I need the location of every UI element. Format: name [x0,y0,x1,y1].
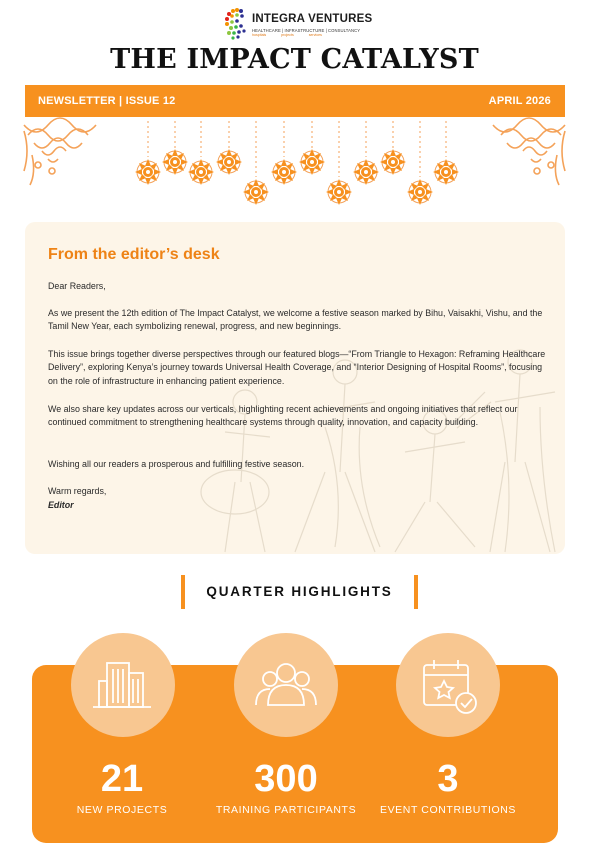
editor-section [25,222,565,554]
stat-label-participants: TRAINING PARTICIPANTS [215,804,357,816]
editor-greeting: Dear Readers, [48,281,106,291]
logo-tagline: HEALTHCARE | INFRASTRUCTURE | CONSULTANCY [252,28,361,33]
company-logo [222,4,382,44]
newsletter-title: THE IMPACT CATALYST [110,44,479,75]
festive-decoration [0,117,589,222]
stat-value-events: 3 [437,758,459,800]
issue-banner [25,85,565,117]
stat-label-projects: NEW PROJECTS [76,804,168,816]
hanging-flowers-icon [0,117,589,222]
editor-closing: Warm regards, [48,486,107,496]
highlights-bar-right [414,575,418,609]
editor-paragraph-2: This issue brings together diverse perspectives through our featured blogs—“From Triangle to Hexagon: Reframing Healthcare Delivery”, exploring Kenya’s journey towards Universal Health Coverage, and “Interior Designing of Hospital Rooms”, focusing on the role of infrastructure in enhancing patient experience. [48,349,546,386]
editor-paragraph-3: We also share key updates across our verticals, highlighting recent achievements and ongoing initiatives that reflect our continued commitment to strengthening healthcare systems through quality, innovation, and capacity building. [48,404,518,428]
buildings-icon [71,633,175,737]
stat-circle-projects [71,633,175,737]
highlights-heading: QUARTER HIGHLIGHTS [206,584,393,599]
editor-paragraph-4: Wishing all our readers a prosperous and fulfilling festive season. [48,459,305,469]
people-icon [234,633,338,737]
stat-circle-participants [234,633,338,737]
stat-label-events: EVENT CONTRIBUTIONS [379,804,517,816]
editor-paragraph-1: As we present the 12th edition of The Impact Catalyst, we welcome a festive season marked by Bihu, Vaisakhi, Vishu, and the Tamil New Year, each symbolizing renewal, progress, and new beginnings. [48,308,543,332]
editor-signature: Editor [48,500,74,510]
editor-heading: From the editor’s desk [48,246,220,263]
logo-mark-icon [222,4,252,44]
issue-date: APRIL 2026 [488,95,551,107]
stat-circle-events [396,633,500,737]
stat-value-participants: 300 [254,758,318,800]
issue-label: NEWSLETTER | ISSUE 12 [38,95,176,107]
logo-subtags: hospitals projects services [252,33,322,37]
stat-value-projects: 21 [100,758,144,800]
calendar-star-icon [396,633,500,737]
logo-name: INTEGRA VENTURES [252,13,373,25]
